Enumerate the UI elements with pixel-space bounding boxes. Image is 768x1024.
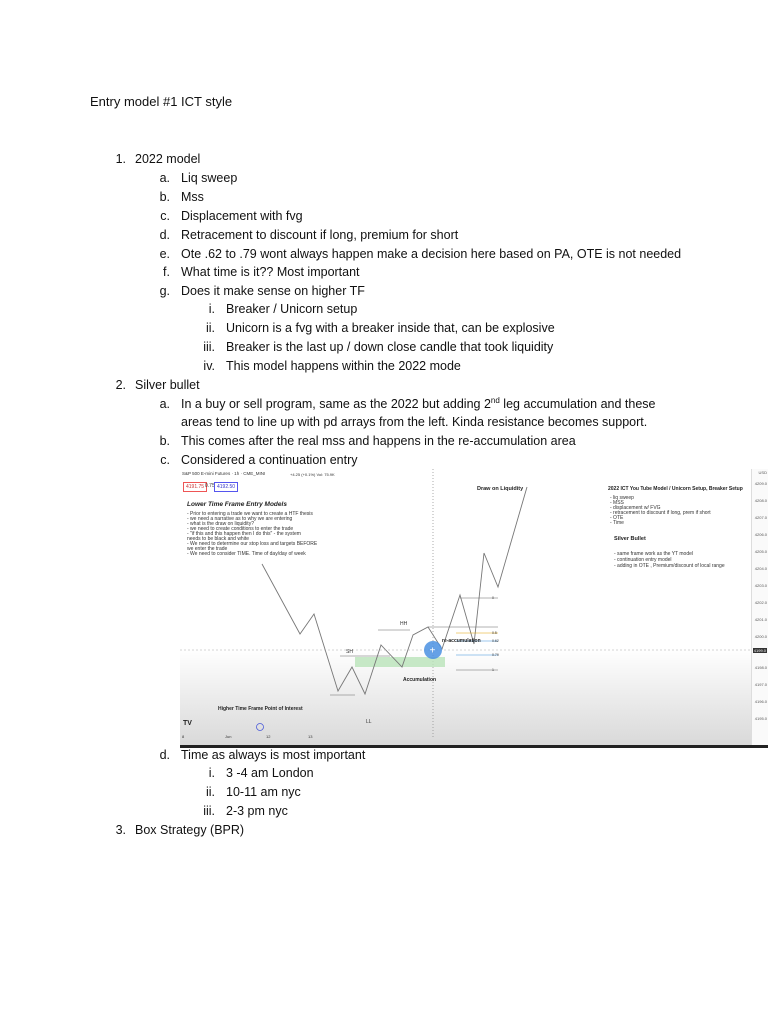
section-label: Box Strategy (BPR) <box>135 823 245 837</box>
fib-level: 0.62 <box>492 639 499 643</box>
right-note: - liq sweep <box>610 495 634 501</box>
list-number: 3. <box>115 823 126 837</box>
silver-bullet-label: Silver Bullet <box>614 536 646 542</box>
silver-note: - adding in OTE , Premium/discount of local range <box>614 563 725 569</box>
buy-price[interactable]: 4192.50 <box>214 482 238 492</box>
price-tick: 4209.0 <box>754 481 767 486</box>
list-item: Retracement to discount if long, premium for short <box>181 228 459 242</box>
reaccumulation-label: re-accumulation <box>442 638 481 644</box>
list-subitem: This model happens within the 2022 mode <box>226 359 461 373</box>
section-label: 2022 model <box>135 152 201 166</box>
list-roman: i. <box>208 766 215 780</box>
hh-label: HH <box>400 621 408 627</box>
list-item: Considered a continuation entry <box>181 453 358 467</box>
price-change: +4.25 (+0.1%) Vol: 75.9K <box>290 472 335 477</box>
time-tick: 12 <box>266 734 271 739</box>
note-line: - what is the draw on liquidity? <box>187 521 254 527</box>
list-letter: b. <box>159 434 170 448</box>
list-subitem: 2-3 pm nyc <box>226 804 288 818</box>
note-line: - we need to create conditions to enter the trade <box>187 526 294 532</box>
tradingview-logo: TV <box>183 720 192 727</box>
price-tick: 4202.0 <box>754 600 767 605</box>
time-tick: Jun <box>225 734 232 739</box>
htf-poi-label: Higher Time Frame Point of Interest <box>218 706 303 712</box>
usd-label: USD <box>758 470 767 475</box>
list-roman: iii. <box>203 804 215 818</box>
list-letter: d. <box>159 748 170 762</box>
list-item: This comes after the real mss and happens in the re-accumulation area <box>181 434 576 448</box>
spread: 0.75 <box>205 483 215 489</box>
fib-level: 0 <box>492 596 494 600</box>
draw-on-liquidity-label: Draw on Liquidity <box>477 486 524 492</box>
price-tick: 4198.0 <box>754 665 767 670</box>
note-line: - we need a narrative as to why we are entering <box>187 516 293 522</box>
fib-level: 0.79 <box>492 653 499 657</box>
list-letter: a. <box>159 171 170 185</box>
list-letter: f. <box>163 265 170 279</box>
list-roman: iv. <box>203 359 215 373</box>
list-letter: g. <box>159 284 170 298</box>
accumulation-label: Accumulation <box>403 677 437 683</box>
embedded-chart-screenshot <box>180 469 768 748</box>
price-tick: 4197.0 <box>754 682 767 687</box>
list-subitem: 10-11 am nyc <box>226 785 301 799</box>
price-tick: 4196.0 <box>754 699 767 704</box>
right-note: - displacement w/ FVG <box>610 505 661 511</box>
section-label: Silver bullet <box>135 378 200 392</box>
right-note: - Time <box>610 520 624 526</box>
instrument-label: S&P 500 E-mini Futures · 1h · CME_MINI <box>182 471 266 476</box>
price-tick: 4206.0 <box>754 532 767 537</box>
list-letter: b. <box>159 190 170 204</box>
list-item: Displacement with fvg <box>181 209 303 223</box>
note-line: needs to be black and white <box>187 536 249 542</box>
list-item: Ote .62 to .79 wont always happen make a decision here based on PA, OTE is not needed <box>181 247 682 261</box>
list-item: What time is it?? Most important <box>181 265 360 279</box>
list-letter: c. <box>160 453 170 467</box>
list-roman: ii. <box>205 785 215 799</box>
list-item: Mss <box>181 190 204 204</box>
silver-note: - same frame work as the YT model <box>614 551 694 557</box>
price-tick: 4200.0 <box>754 634 767 639</box>
current-price-tick: 4199.0 <box>753 648 766 653</box>
list-subitem: Breaker / Unicorn setup <box>226 302 358 316</box>
price-tick: 4204.0 <box>754 566 767 571</box>
list-number: 2. <box>115 378 126 392</box>
note-line: - We need to determine our stop loss and targets BEFORE <box>187 541 318 547</box>
list-number: 1. <box>115 152 126 166</box>
list-item: In a buy or sell program, same as the 2022 but adding 2nd leg accumulation and these <box>181 395 656 411</box>
svg-text:+: + <box>429 645 436 657</box>
list-subitem: 3 -4 am London <box>226 766 314 780</box>
price-tick: 4205.0 <box>754 549 767 554</box>
right-note: - retracement to discount if long, prem if short <box>610 510 711 516</box>
silver-note: - continuation entry model <box>614 557 672 563</box>
price-tick: 4201.0 <box>754 617 767 622</box>
list-roman: ii. <box>205 321 215 335</box>
right-notes-title: 2022 ICT You Tube Model / Unicorn Setup, Breaker Setup <box>608 486 743 492</box>
price-axis <box>751 469 768 745</box>
list-item: Time as always is most important <box>181 748 366 762</box>
price-path-drawing <box>180 469 768 745</box>
list-letter: e. <box>159 247 170 261</box>
note-line: we enter the trade <box>187 546 228 552</box>
time-tick: 8 <box>182 734 185 739</box>
notes-heading: Lower Time Frame Entry Models <box>187 501 287 508</box>
fib-level: 1 <box>492 668 494 672</box>
time-tick: 13 <box>308 734 313 739</box>
list-letter: d. <box>159 228 170 242</box>
right-note: - OTE <box>610 515 624 521</box>
list-roman: i. <box>208 302 215 316</box>
sell-price[interactable]: 4191.75 <box>183 482 207 492</box>
sh-label: SH <box>346 649 353 655</box>
list-roman: iii. <box>203 340 215 354</box>
price-tick: 4207.0 <box>754 515 767 520</box>
note-line: - We need to consider TIME. Time of day/day of week <box>187 551 306 557</box>
list-item: Does it make sense on higher TF <box>181 284 365 298</box>
list-letter: a. <box>159 397 170 411</box>
price-tick: 4208.0 <box>754 498 767 503</box>
document-title: Entry model #1 ICT style <box>90 94 233 109</box>
note-line: - Prior to entering a trade we want to create a HTF thesis <box>187 511 313 517</box>
note-line: - "if this and this happen then I do this" - the system <box>187 531 301 537</box>
list-item-continuation: areas tend to line up with pd arrays from the left. Kinda resistance becomes support. <box>181 415 648 429</box>
price-tick: 4203.0 <box>754 583 767 588</box>
ll-label: LL <box>366 719 372 725</box>
right-note: - MSS <box>610 500 624 506</box>
fib-level: 0.5 <box>492 631 497 635</box>
list-subitem: Breaker is the last up / down close candle that took liquidity <box>226 340 554 354</box>
price-tick: 4195.0 <box>754 716 767 721</box>
list-item: Liq sweep <box>181 171 238 185</box>
list-subitem: Unicorn is a fvg with a breaker inside that, can be explosive <box>226 321 555 335</box>
list-letter: c. <box>160 209 170 223</box>
